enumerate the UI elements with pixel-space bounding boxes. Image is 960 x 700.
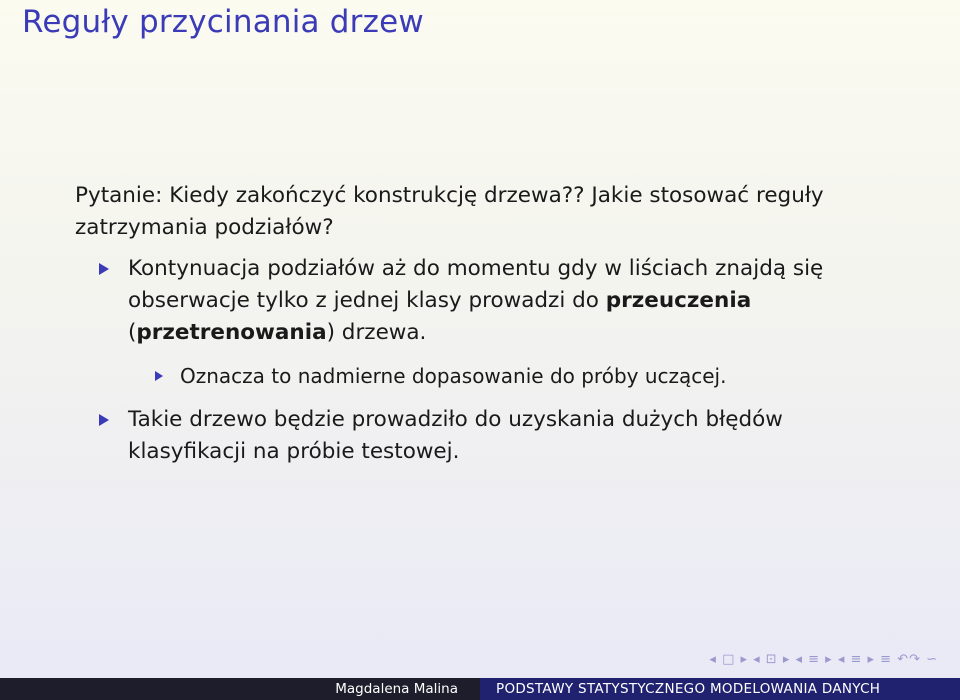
bullet-1-bold-term-2: przetrenowania xyxy=(136,320,327,345)
bullet-1-text-3: ) drzewa. xyxy=(326,320,427,345)
slide-content xyxy=(75,180,895,479)
bullet-triangle-icon xyxy=(99,414,109,426)
footer-bar xyxy=(0,678,960,700)
sub-bullet-item-1 xyxy=(75,360,895,392)
bullet-2-text: Takie drzewo będzie prowadziło do uzyskania dużych błędów klasyfikacji na próbie testowej. xyxy=(128,407,783,464)
bullet-item-2 xyxy=(75,404,895,468)
bullet-1-text: Kontynuacja podziałów aż do momentu gdy w liściach znajdą się obserwacje tylko z jednej klasy prowadzi do xyxy=(128,256,824,313)
sub-bullet-triangle-icon xyxy=(155,371,163,381)
footer-course-title: PODSTAWY STATYSTYCZNEGO MODELOWANIA DANYCH xyxy=(480,678,960,700)
bullet-1-text-2: ( xyxy=(128,320,137,345)
question-text: Pytanie: Kiedy zakończyć konstrukcję drzewa?? Jakie stosować reguły zatrzymania podziałów? xyxy=(75,183,824,240)
bullet-1-bold-term: przeuczenia xyxy=(605,288,752,313)
sub-bullet-1-text: Oznacza to nadmierne dopasowanie do próby uczącej. xyxy=(180,364,727,388)
beamer-navigation-bar[interactable]: ◂ □ ▸ ◂ ⊡ ▸ ◂ ≡ ▸ ◂ ≡ ▸ ≡ ↶↷ ∽ xyxy=(709,652,938,667)
bullet-triangle-icon xyxy=(99,263,109,275)
bullet-item-1 xyxy=(75,253,895,349)
slide-title: Reguły przycinania drzew xyxy=(22,4,424,40)
footer-author: Magdalena Malina xyxy=(0,678,480,700)
